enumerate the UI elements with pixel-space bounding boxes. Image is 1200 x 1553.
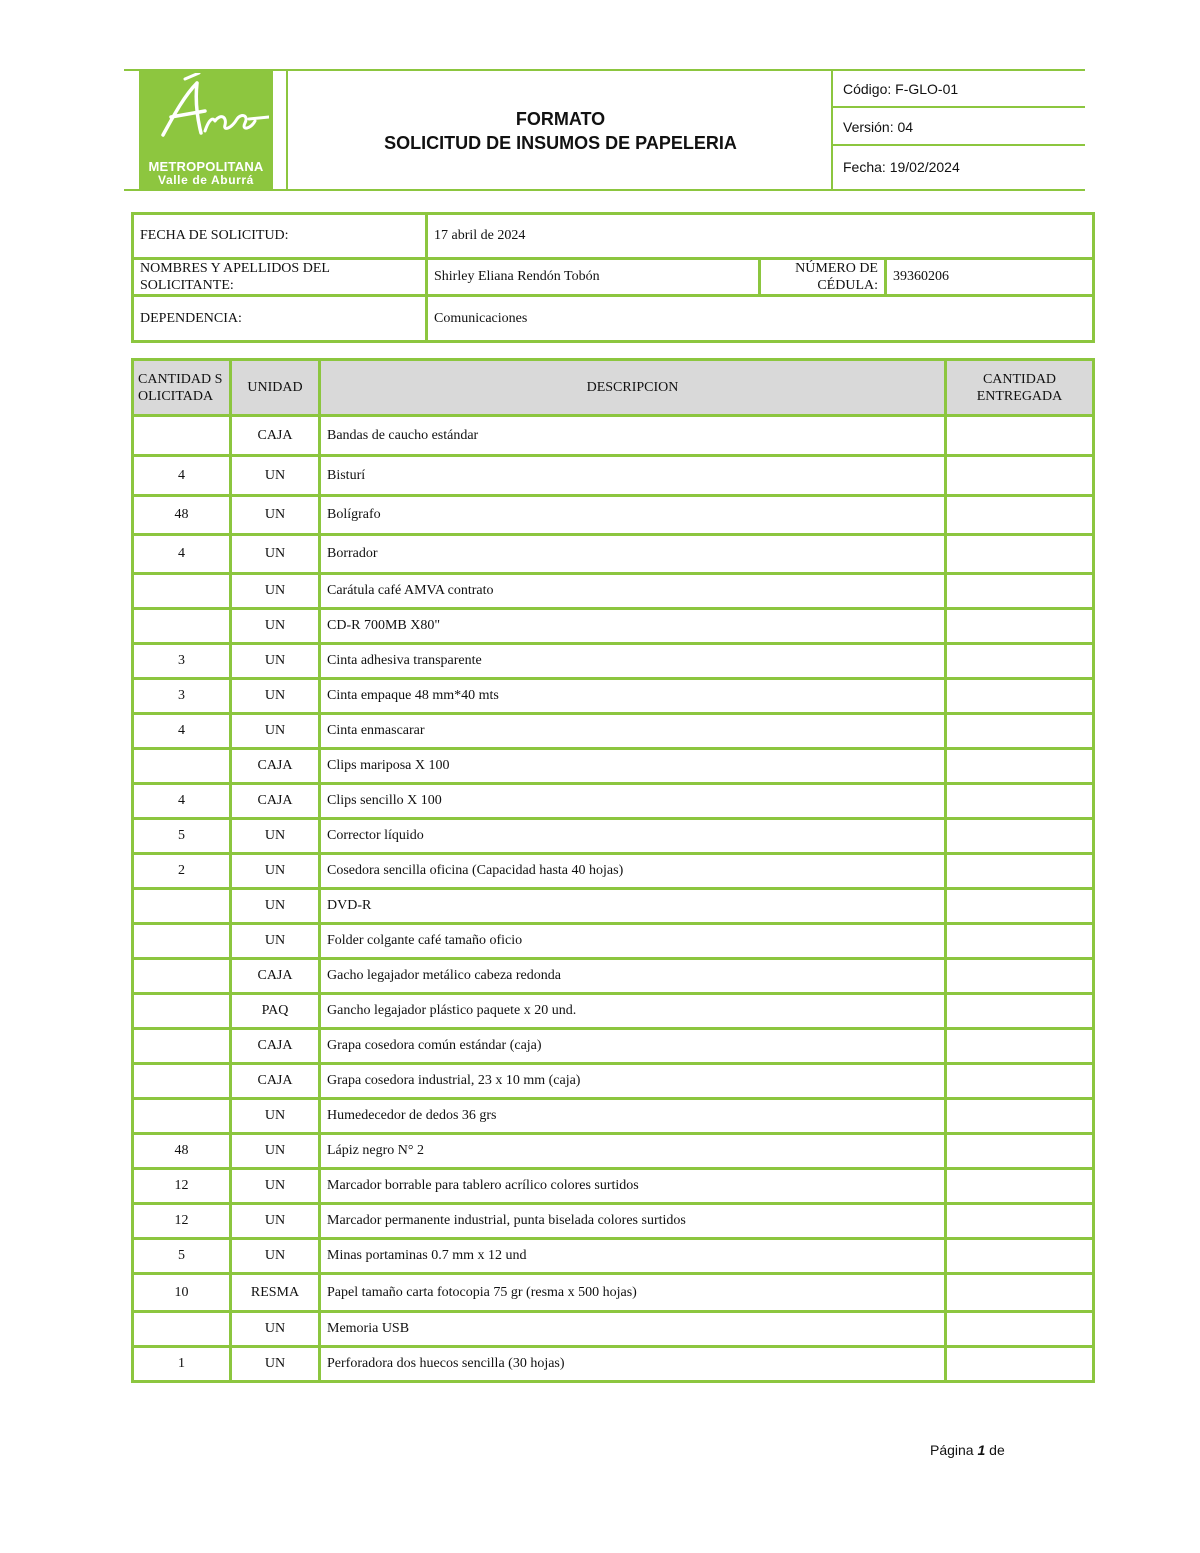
table-row bbox=[133, 1312, 1094, 1347]
unit-cell: UN bbox=[231, 889, 320, 924]
unit-cell: UN bbox=[231, 609, 320, 644]
col-header-unit: UNIDAD bbox=[231, 360, 320, 416]
table-row bbox=[133, 535, 1094, 574]
description-cell: Cinta adhesiva transparente bbox=[320, 644, 946, 679]
description-cell: Marcador permanente industrial, punta biselada colores surtidos bbox=[320, 1204, 946, 1239]
delivered-cell bbox=[946, 1347, 1094, 1382]
unit-cell: UN bbox=[231, 679, 320, 714]
delivered-cell bbox=[946, 1239, 1094, 1274]
qty-cell: 1 bbox=[133, 1347, 231, 1382]
description-cell: Folder colgante café tamaño oficio bbox=[320, 924, 946, 959]
description-cell: Borrador bbox=[320, 535, 946, 574]
table-row bbox=[133, 889, 1094, 924]
qty-cell: 3 bbox=[133, 644, 231, 679]
qty-cell bbox=[133, 416, 231, 456]
table-row bbox=[133, 496, 1094, 535]
table-row bbox=[133, 644, 1094, 679]
description-cell: DVD-R bbox=[320, 889, 946, 924]
description-cell: Memoria USB bbox=[320, 1312, 946, 1347]
description-cell: Grapa cosedora común estándar (caja) bbox=[320, 1029, 946, 1064]
delivered-cell bbox=[946, 1274, 1094, 1312]
qty-cell: 4 bbox=[133, 784, 231, 819]
delivered-cell bbox=[946, 1064, 1094, 1099]
document-version: Versión: 04 bbox=[833, 108, 1085, 146]
description-cell: Corrector líquido bbox=[320, 819, 946, 854]
description-cell: Carátula café AMVA contrato bbox=[320, 574, 946, 609]
unit-cell: CAJA bbox=[231, 1064, 320, 1099]
dependencia-row bbox=[133, 296, 1094, 342]
description-cell: Lápiz negro N° 2 bbox=[320, 1134, 946, 1169]
description-cell: Gacho legajador metálico cabeza redonda bbox=[320, 959, 946, 994]
area-metropolitana-logo bbox=[139, 71, 273, 189]
logo-line-1: METROPOLITANA bbox=[148, 159, 264, 174]
delivered-cell bbox=[946, 574, 1094, 609]
delivered-cell bbox=[946, 959, 1094, 994]
qty-cell: 5 bbox=[133, 1239, 231, 1274]
cedula-label: NÚMERO DE CÉDULA: bbox=[760, 259, 886, 296]
delivered-cell bbox=[946, 784, 1094, 819]
description-cell: Bolígrafo bbox=[320, 496, 946, 535]
unit-cell: UN bbox=[231, 1134, 320, 1169]
unit-cell: UN bbox=[231, 456, 320, 496]
description-cell: Papel tamaño carta fotocopia 75 gr (resma x 500 hojas) bbox=[320, 1274, 946, 1312]
document-title: SOLICITUD DE INSUMOS DE PAPELERIA bbox=[384, 133, 737, 153]
delivered-cell bbox=[946, 644, 1094, 679]
fecha-row bbox=[133, 214, 1094, 259]
table-row bbox=[133, 1169, 1094, 1204]
qty-cell bbox=[133, 609, 231, 644]
unit-cell: UN bbox=[231, 574, 320, 609]
description-cell: Minas portaminas 0.7 mm x 12 und bbox=[320, 1239, 946, 1274]
unit-cell: UN bbox=[231, 1312, 320, 1347]
table-row bbox=[133, 1239, 1094, 1274]
qty-cell bbox=[133, 574, 231, 609]
delivered-cell bbox=[946, 1204, 1094, 1239]
qty-cell bbox=[133, 994, 231, 1029]
unit-cell: UN bbox=[231, 496, 320, 535]
delivered-cell bbox=[946, 496, 1094, 535]
col-header-qty-requested: CANTIDAD SOLICITADA bbox=[133, 360, 231, 416]
nombre-row bbox=[133, 259, 1094, 296]
table-row bbox=[133, 1134, 1094, 1169]
description-cell: Humedecedor de dedos 36 grs bbox=[320, 1099, 946, 1134]
unit-cell: UN bbox=[231, 535, 320, 574]
table-header-row bbox=[133, 360, 1094, 416]
description-cell: Bandas de caucho estándar bbox=[320, 416, 946, 456]
delivered-cell bbox=[946, 535, 1094, 574]
unit-cell: RESMA bbox=[231, 1274, 320, 1312]
table-row bbox=[133, 1347, 1094, 1382]
unit-cell: UN bbox=[231, 1169, 320, 1204]
table-row bbox=[133, 609, 1094, 644]
delivered-cell bbox=[946, 1169, 1094, 1204]
col-header-description: DESCRIPCION bbox=[320, 360, 946, 416]
dependencia-value: Comunicaciones bbox=[427, 296, 1094, 342]
unit-cell: UN bbox=[231, 854, 320, 889]
description-cell: Marcador borrable para tablero acrílico colores surtidos bbox=[320, 1169, 946, 1204]
description-cell: Gancho legajador plástico paquete x 20 und. bbox=[320, 994, 946, 1029]
nombre-value: Shirley Eliana Rendón Tobón bbox=[427, 259, 760, 296]
unit-cell: UN bbox=[231, 644, 320, 679]
table-row bbox=[133, 574, 1094, 609]
description-cell: CD-R 700MB X80" bbox=[320, 609, 946, 644]
table-row bbox=[133, 959, 1094, 994]
qty-cell: 2 bbox=[133, 854, 231, 889]
qty-cell bbox=[133, 749, 231, 784]
document-code: Código: F-GLO-01 bbox=[833, 71, 1085, 108]
unit-cell: UN bbox=[231, 714, 320, 749]
delivered-cell bbox=[946, 1099, 1094, 1134]
table-row bbox=[133, 714, 1094, 749]
unit-cell: CAJA bbox=[231, 959, 320, 994]
page-number: 1 bbox=[977, 1442, 986, 1458]
qty-cell bbox=[133, 889, 231, 924]
unit-cell: PAQ bbox=[231, 994, 320, 1029]
description-cell: Clips sencillo X 100 bbox=[320, 784, 946, 819]
request-info-table bbox=[131, 212, 1095, 343]
document-date: Fecha: 19/02/2024 bbox=[843, 159, 960, 175]
qty-cell bbox=[133, 924, 231, 959]
document-type: FORMATO bbox=[515, 109, 606, 129]
logo-script-mark bbox=[145, 73, 269, 143]
qty-cell: 5 bbox=[133, 819, 231, 854]
table-row bbox=[133, 1099, 1094, 1134]
table-row bbox=[133, 1274, 1094, 1312]
title-cell bbox=[290, 71, 833, 189]
delivered-cell bbox=[946, 416, 1094, 456]
description-cell: Cosedora sencilla oficina (Capacidad hasta 40 hojas) bbox=[320, 854, 946, 889]
logo-line-2: Valle de Aburrá bbox=[158, 173, 254, 187]
unit-cell: UN bbox=[231, 1204, 320, 1239]
qty-cell: 3 bbox=[133, 679, 231, 714]
qty-cell bbox=[133, 1064, 231, 1099]
delivered-cell bbox=[946, 749, 1094, 784]
delivered-cell bbox=[946, 889, 1094, 924]
qty-cell: 12 bbox=[133, 1169, 231, 1204]
delivered-cell bbox=[946, 1312, 1094, 1347]
unit-cell: UN bbox=[231, 819, 320, 854]
delivered-cell bbox=[946, 1134, 1094, 1169]
page-suffix: de bbox=[989, 1442, 1005, 1458]
qty-cell: 4 bbox=[133, 714, 231, 749]
description-cell: Bisturí bbox=[320, 456, 946, 496]
qty-cell: 48 bbox=[133, 496, 231, 535]
unit-cell: UN bbox=[231, 1347, 320, 1382]
delivered-cell bbox=[946, 819, 1094, 854]
unit-cell: UN bbox=[231, 1099, 320, 1134]
table-row bbox=[133, 854, 1094, 889]
table-row bbox=[133, 679, 1094, 714]
nombre-label: NOMBRES Y APELLIDOS DEL SOLICITANTE: bbox=[133, 259, 427, 296]
table-row bbox=[133, 749, 1094, 784]
dependencia-label: DEPENDENCIA: bbox=[133, 296, 427, 342]
description-cell: Clips mariposa X 100 bbox=[320, 749, 946, 784]
qty-cell: 10 bbox=[133, 1274, 231, 1312]
delivered-cell bbox=[946, 994, 1094, 1029]
delivered-cell bbox=[946, 1029, 1094, 1064]
qty-cell: 4 bbox=[133, 535, 231, 574]
table-row bbox=[133, 416, 1094, 456]
table-row bbox=[133, 819, 1094, 854]
page-label: Página bbox=[930, 1442, 974, 1458]
table-row bbox=[133, 924, 1094, 959]
fecha-label: FECHA DE SOLICITUD: bbox=[133, 214, 427, 259]
qty-cell bbox=[133, 1312, 231, 1347]
table-row bbox=[133, 1064, 1094, 1099]
unit-cell: UN bbox=[231, 1239, 320, 1274]
document-meta bbox=[833, 71, 1085, 189]
col-header-qty-delivered: CANTIDAD ENTREGADA bbox=[946, 360, 1094, 416]
qty-cell: 48 bbox=[133, 1134, 231, 1169]
cedula-value: 39360206 bbox=[886, 259, 1094, 296]
qty-cell: 4 bbox=[133, 456, 231, 496]
qty-cell bbox=[133, 1029, 231, 1064]
qty-cell bbox=[133, 959, 231, 994]
document-header bbox=[124, 69, 1085, 191]
fecha-value: 17 abril de 2024 bbox=[427, 214, 1094, 259]
table-row bbox=[133, 456, 1094, 496]
table-row bbox=[133, 994, 1094, 1029]
description-cell: Cinta empaque 48 mm*40 mts bbox=[320, 679, 946, 714]
unit-cell: CAJA bbox=[231, 1029, 320, 1064]
qty-cell bbox=[133, 1099, 231, 1134]
description-cell: Cinta enmascarar bbox=[320, 714, 946, 749]
delivered-cell bbox=[946, 924, 1094, 959]
logo-cell bbox=[124, 71, 288, 189]
page-footer bbox=[930, 1442, 1005, 1458]
description-cell: Grapa cosedora industrial, 23 x 10 mm (caja) bbox=[320, 1064, 946, 1099]
qty-cell: 12 bbox=[133, 1204, 231, 1239]
delivered-cell bbox=[946, 456, 1094, 496]
unit-cell: CAJA bbox=[231, 416, 320, 456]
unit-cell: CAJA bbox=[231, 749, 320, 784]
delivered-cell bbox=[946, 714, 1094, 749]
supplies-table bbox=[131, 358, 1095, 1383]
unit-cell: UN bbox=[231, 924, 320, 959]
table-body bbox=[133, 416, 1094, 1382]
unit-cell: CAJA bbox=[231, 784, 320, 819]
delivered-cell bbox=[946, 679, 1094, 714]
table-row bbox=[133, 784, 1094, 819]
table-row bbox=[133, 1204, 1094, 1239]
description-cell: Perforadora dos huecos sencilla (30 hojas) bbox=[320, 1347, 946, 1382]
table-row bbox=[133, 1029, 1094, 1064]
delivered-cell bbox=[946, 854, 1094, 889]
delivered-cell bbox=[946, 609, 1094, 644]
